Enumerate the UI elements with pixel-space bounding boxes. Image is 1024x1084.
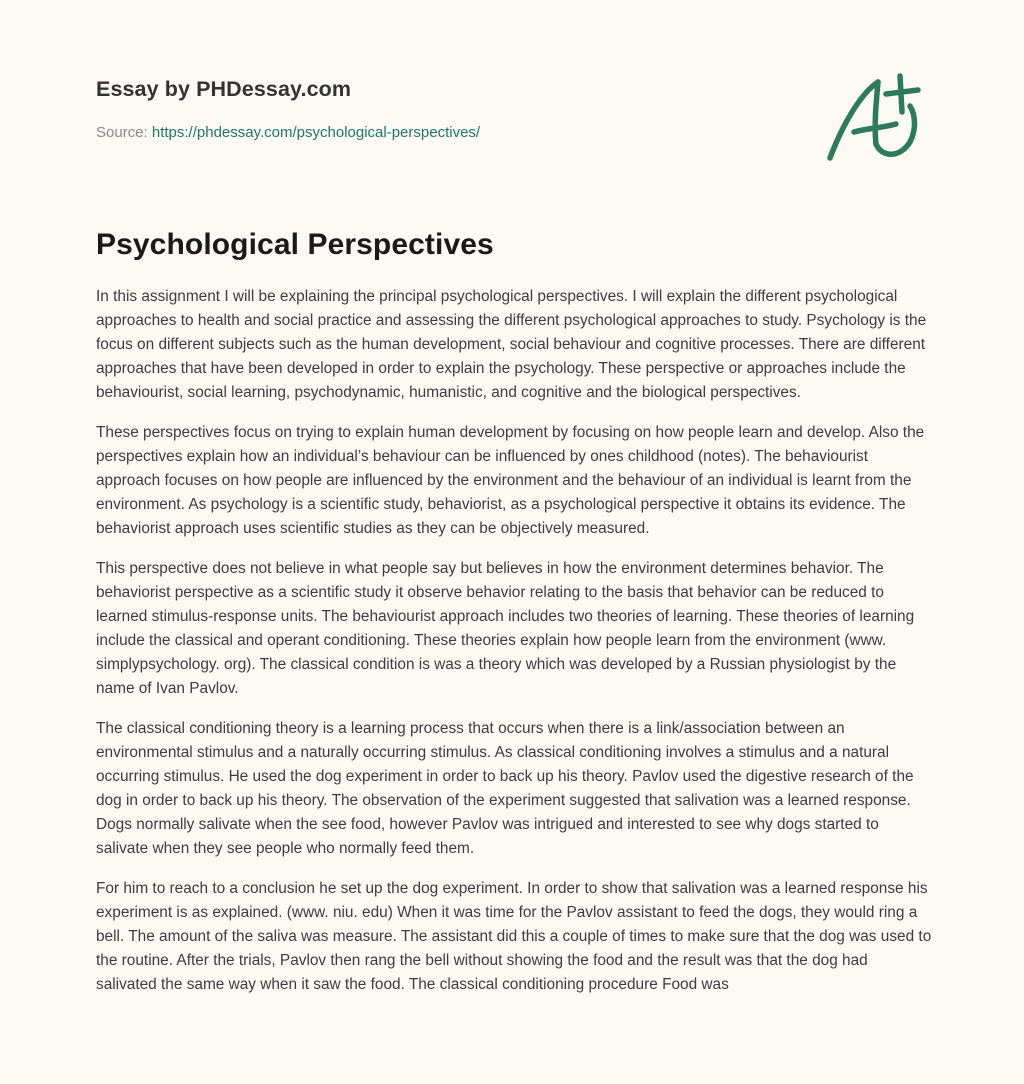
a-plus-grade-icon — [820, 66, 930, 166]
paragraph: This perspective does not believe in what people say but believes in how the environment determines behavior. The behaviorist perspective as a scientific study it observe behavior relating to the basis that behavior can be reduced to learned stimulus-response units. The behaviourist approach includes two theories of learning. These theories of learning include the classical and operant conditioning. These theories explain how people learn from the environment (www. simplypsychology. org). The classical condition is was a theory which was developed by a Russian physiologist by the name of Ivan Pavlov. — [96, 560, 915, 697]
paragraph: These perspectives focus on trying to explain human development by focusing on how people learn and develop. Also the perspectives explain how an individual’s behaviour can be influenced by ones childhood (notes). The behaviourist approach focuses on how people are influenced by the environment and the behaviour of an individual is learnt from the environment. As psychology is a scientific study, behaviorist, as a psychological perspective it obtains its evidence. The behaviorist approach uses scientific studies as they can be objectively measured. — [96, 424, 925, 537]
paragraph: For him to reach to a conclusion he set up the dog experiment. In order to show that salivation was a learned response his experiment is as explained. (www. niu. edu) When it was time for the Pavlov assistant to feed the dogs, they would ring a bell. The amount of the saliva was measure. The assistant did this a couple of times to make sure that the dog was used to the routine. After the trials, Pavlov then rang the bell without showing the food and the result was that the dog had salivated the same way when it saw the food. The classical conditioning procedure Food was — [96, 880, 932, 993]
document-title: Psychological Perspectives — [96, 228, 494, 261]
source-link[interactable]: https://phdessay.com/psychological-perspectives/ — [151, 124, 481, 141]
paragraph: The classical conditioning theory is a learning process that occurs when there is a link/association between an environmental stimulus and a naturally occurring stimulus. As classical conditioning involves a stimulus and a natural occurring stimulus. He used the dog experiment in order to back up his theory. Pavlov used the digestive research of the dog in order to back up his theory. The observation of the experiment suggested that salivation was a learned response. Dogs normally salivate when the see food, however Pavlov was intrigued and interested to see why dogs started to salivate when they see people who normally feed them. — [96, 720, 914, 857]
source-line — [96, 123, 796, 143]
source-label: Source: — [96, 124, 148, 141]
brand-title: Essay by PHDessay.com — [96, 77, 352, 101]
paragraph: In this assignment I will be explaining the principal psychological perspectives. I will explain the different psychological approaches to health and social practice and assessing the different psychological approaches to study. Psychology is the focus on different subjects such as the human development, social behaviour and cognitive processes. There are different approaches that have been developed in order to explain the psychology. These perspective or approaches include the behaviourist, social learning, psychodynamic, humanistic, and cognitive and the biological perspectives. — [96, 288, 927, 401]
document-body — [96, 285, 932, 1013]
page-header — [96, 74, 796, 143]
